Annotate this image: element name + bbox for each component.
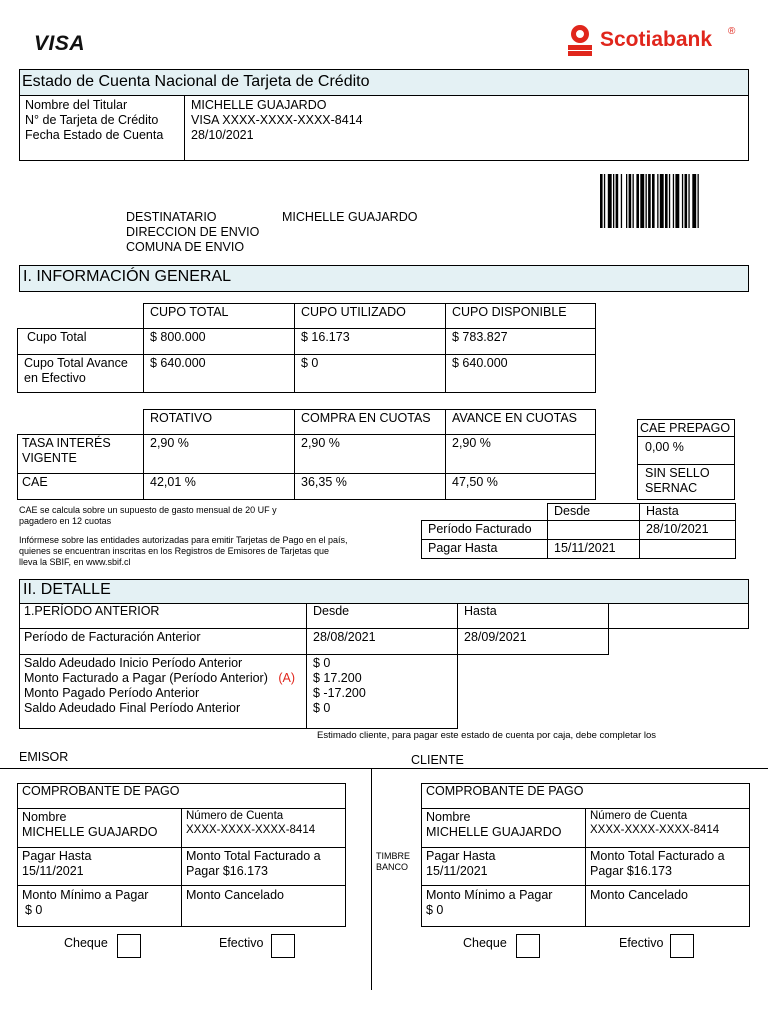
tasa-value: 2,90 %: [301, 436, 340, 450]
tasas-table: [17, 409, 596, 500]
receipt-cancelado-label: Monto Cancelado: [590, 888, 688, 902]
holder-date-label: Fecha Estado de Cuenta: [25, 128, 164, 142]
cheque-checkbox[interactable]: [117, 934, 141, 958]
tasa-header: ROTATIVO: [150, 411, 213, 425]
periodo-facturado-hasta: 28/10/2021: [646, 522, 709, 536]
mark-a: (A): [278, 671, 295, 685]
cheque-label: Cheque: [463, 936, 507, 950]
receipt-pagar-label: Pagar Hasta: [426, 849, 496, 863]
cliente-label: CLIENTE: [411, 753, 464, 767]
receipt-cancelado-label: Monto Cancelado: [186, 888, 284, 902]
scotiabank-s-icon: [566, 24, 594, 56]
receipt-monto-total-label: Monto Total Facturado a: [186, 849, 321, 863]
detalle-item-value: $ 0: [313, 656, 331, 670]
visa-logo: VISA: [34, 32, 86, 55]
detalle-item-values: [313, 656, 366, 716]
holder-labels: [25, 98, 163, 143]
receipt-title: COMPROBANTE DE PAGO: [22, 784, 180, 798]
receipt-cuenta: XXXX-XXXX-XXXX-8414: [186, 824, 316, 836]
section1-title: I. INFORMACIÓN GENERAL: [23, 268, 232, 285]
detalle-header-hasta: Hasta: [464, 604, 497, 618]
page-title: Estado de Cuenta Nacional de Tarjeta de Crédito: [22, 73, 370, 90]
receipt-cuenta-label: Número de Cuenta: [186, 810, 284, 822]
periodo-header-desde: Desde: [554, 504, 591, 518]
receipt-monto-total: Pagar $16.173: [186, 864, 269, 878]
recipient-label: DESTINATARIO: [126, 210, 217, 224]
detalle-item-label: Monto Facturado a Pagar (Período Anterior): [24, 671, 268, 685]
detalle-item-value: $ 0: [313, 701, 331, 715]
facturacion-anterior-label: Período de Facturación Anterior: [24, 630, 201, 644]
receipt-pagar-label: Pagar Hasta: [22, 849, 92, 863]
receipt-minimo-label: Monto Mínimo a Pagar: [22, 888, 149, 902]
detalle-item-labels: [24, 656, 295, 716]
receipt-cliente: [421, 783, 750, 927]
cupo-value: $ 640.000: [452, 356, 508, 370]
cae-value: 47,50 %: [452, 475, 498, 489]
cut-line: [0, 768, 768, 769]
detalle-header-desde: Desde: [313, 604, 350, 618]
tasa-header: COMPRA EN CUOTAS: [301, 411, 431, 425]
receipt-monto-total: Pagar $16.173: [590, 864, 673, 878]
receipt-emisor: [17, 783, 346, 927]
cae-value: 42,01 %: [150, 475, 196, 489]
cheque-checkbox[interactable]: [516, 934, 540, 958]
receipt-monto-total-label: Monto Total Facturado a: [590, 849, 725, 863]
barcode: [600, 174, 738, 228]
holder-name: MICHELLE GUAJARDO: [191, 98, 327, 112]
periodo-facturado-label: Período Facturado: [428, 522, 532, 536]
holder-card-label: N° de Tarjeta de Crédito: [25, 113, 159, 127]
section2-title: II. DETALLE: [23, 581, 111, 598]
cae-value: 36,35 %: [301, 475, 347, 489]
detalle-item-label: Saldo Adeudado Final Período Anterior: [24, 701, 241, 715]
cae-prepago-value: 0,00 %: [645, 440, 684, 454]
efectivo-checkbox[interactable]: [670, 934, 694, 958]
holder-date: 28/10/2021: [191, 128, 254, 142]
section2-header: [19, 579, 749, 604]
title-box: [19, 69, 749, 161]
scotiabank-wordmark: Scotiabank: [600, 28, 713, 51]
receipt-cuenta: XXXX-XXXX-XXXX-8414: [590, 824, 720, 836]
holder-name-label: Nombre del Titular: [25, 98, 128, 112]
cupo-value: $ 640.000: [150, 356, 206, 370]
facturacion-anterior-desde: 28/08/2021: [313, 630, 376, 644]
holder-card: VISA XXXX-XXXX-XXXX-8414: [191, 113, 363, 127]
holder-values: [191, 98, 363, 143]
cheque-label: Cheque: [64, 936, 108, 950]
pagar-hasta-desde: 15/11/2021: [554, 541, 616, 555]
periodo-table: [421, 503, 736, 559]
emisor-label: EMISOR: [19, 750, 69, 764]
facturacion-anterior-hasta: 28/09/2021: [464, 630, 527, 644]
receipt-nombre-label: Nombre: [426, 810, 471, 824]
cae-note: CAE se calcula sobre un supuesto de gasto mensual de 20 UF y pagadero en 12 cuotas: [19, 505, 277, 526]
cupo-table: [17, 303, 596, 393]
detalle-table: [19, 603, 749, 729]
cupo-row-label: Cupo Total Avance en Efectivo: [24, 356, 128, 385]
sernac-seal-text: SIN SELLO SERNAC: [645, 466, 710, 495]
scotiabank-logo: [566, 24, 746, 56]
commune-label: COMUNA DE ENVIO: [126, 240, 245, 254]
periodo-header-hasta: Hasta: [646, 504, 679, 518]
cae-prepago-box: [637, 419, 735, 500]
pagar-hasta-label: Pagar Hasta: [428, 541, 498, 555]
receipt-minimo-label: Monto Mínimo a Pagar: [426, 888, 553, 902]
receipt-nombre: MICHELLE GUAJARDO: [22, 825, 158, 839]
detalle-item-value: $ 17.200: [313, 671, 362, 685]
tasa-value: 2,90 %: [150, 436, 189, 450]
cae-prepago-label: CAE PREPAGO: [640, 421, 731, 435]
receipt-divider: [371, 768, 372, 990]
detalle-item-label: Monto Pagado Período Anterior: [24, 686, 200, 700]
cupo-value: $ 800.000: [150, 330, 206, 344]
cupo-header-utilizado: CUPO UTILIZADO: [301, 305, 406, 319]
detalle-item-value: $ -17.200: [313, 686, 366, 700]
periodo-anterior-label: 1.PERÍODO ANTERIOR: [24, 604, 160, 618]
cupo-value: $ 0: [301, 356, 319, 370]
address-label: DIRECCION DE ENVIO: [126, 225, 260, 239]
payment-footnote: Estimado cliente, para pagar este estado de cuenta por caja, debe completar los: [317, 730, 657, 741]
receipt-cuenta-label: Número de Cuenta: [590, 810, 688, 822]
receipt-title: COMPROBANTE DE PAGO: [426, 784, 584, 798]
recipient-name: MICHELLE GUAJARDO: [282, 210, 418, 224]
cupo-header-total: CUPO TOTAL: [150, 305, 229, 319]
cupo-header-disponible: CUPO DISPONIBLE: [452, 305, 567, 319]
recipient-labels: [126, 210, 259, 255]
efectivo-checkbox[interactable]: [271, 934, 295, 958]
section1-header: [19, 265, 749, 292]
tasa-row-label: TASA INTERÉS VIGENTE: [22, 436, 111, 465]
detalle-item-label: Saldo Adeudado Inicio Período Anterior: [24, 656, 243, 670]
cupo-value: $ 783.827: [452, 330, 508, 344]
receipt-pagar: 15/11/2021: [22, 864, 84, 878]
sbif-note: Infórmese sobre las entidades autorizadas para emitir Tarjetas de Pago en el país, quienes se encuentran inscritas en los Registros de Emisores de Tarjetas que lleva la SBIF, en www.sbif.cl: [19, 535, 348, 567]
trademark-symbol: ®: [728, 26, 736, 37]
receipt-nombre: MICHELLE GUAJARDO: [426, 825, 562, 839]
efectivo-label: Efectivo: [219, 936, 264, 950]
cae-row-label: CAE: [22, 475, 48, 489]
tasa-header: AVANCE EN CUOTAS: [452, 411, 578, 425]
efectivo-label: Efectivo: [619, 936, 664, 950]
receipt-minimo: $ 0: [426, 903, 444, 917]
tasa-value: 2,90 %: [452, 436, 491, 450]
receipt-pagar: 15/11/2021: [426, 864, 488, 878]
cupo-row-label: Cupo Total: [27, 330, 87, 344]
timbre-banco: TIMBRE BANCO: [376, 851, 411, 872]
cupo-value: $ 16.173: [301, 330, 350, 344]
receipt-nombre-label: Nombre: [22, 810, 67, 824]
receipt-minimo: $ 0: [25, 903, 43, 917]
